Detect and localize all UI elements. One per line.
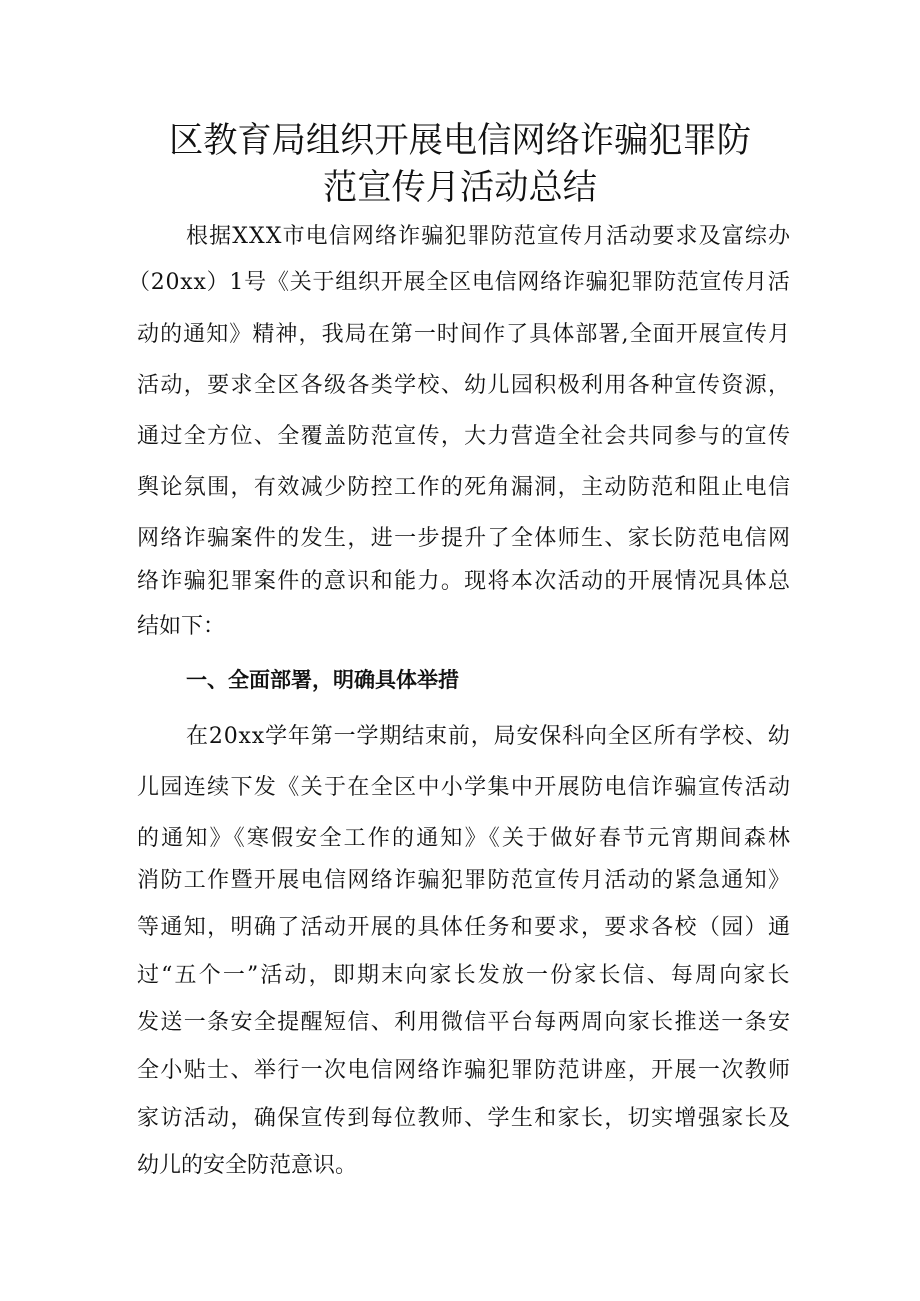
paragraph-1-line: 结如下： <box>137 614 226 639</box>
document-title-line-1: 区教育局组织开展电信网络诈骗犯罪防 <box>168 121 752 161</box>
paragraph-1-line: （20xx）1号《关于组织开展全区电信网络诈骗犯罪防范宣传月活 <box>128 270 791 295</box>
paragraph-2-line: 等通知，明确了活动开展的具体任务和要求，要求各校（园）通 <box>137 915 792 940</box>
paragraph-1-line: 活动，要求全区各级各类学校、幼儿园积极利用各种宣传资源， <box>137 373 792 398</box>
paragraph-1-line: 网络诈骗案件的发生，进一步提升了全体师生、家长防范电信网 <box>137 526 792 551</box>
paragraph-1-line: 舆论氛围，有效减少防控工作的死角漏洞，主动防范和阻止电信 <box>137 475 792 500</box>
paragraph-2-line: 家访活动，确保宣传到每位教师、学生和家长，切实增强家长及 <box>137 1106 792 1131</box>
document-title-line-2: 范宣传月活动总结 <box>323 168 597 208</box>
paragraph-1-line: 动的通知》精神，我局在第一时间作了具体部署,全面开展宣传月 <box>137 322 792 347</box>
paragraph-2-line: 的通知》《寒假安全工作的通知》《关于做好春节元宵期间森林 <box>137 826 793 851</box>
paragraph-2-line: 幼儿的安全防范意识。 <box>137 1153 358 1178</box>
paragraph-2-line: 消防工作暨开展电信网络诈骗犯罪防范宣传月活动的紧急通知》 <box>137 868 792 893</box>
paragraph-2-line: 发送一条安全提醒短信、利用微信平台每两周向家长推送一条安 <box>137 1010 792 1035</box>
paragraph-2-line: 在20xx学年第一学期结束前，局安保科向全区所有学校、幼 <box>186 724 791 749</box>
paragraph-2-line: 过“五个一”活动，即期末向家长发放一份家长信、每周向家长 <box>137 963 792 988</box>
paragraph-1-line: 络诈骗犯罪案件的意识和能力。现将本次活动的开展情况具体总 <box>137 569 792 594</box>
paragraph-2-line: 全小贴士、举行一次电信网络诈骗犯罪防范讲座，开展一次教师 <box>137 1058 792 1083</box>
paragraph-1-line: 通过全方位、全覆盖防范宣传，大力营造全社会共同参与的宣传 <box>137 424 792 449</box>
section-heading: 一、全面部署，明确具体举措 <box>186 668 459 692</box>
paragraph-2-line: 儿园连续下发《关于在全区中小学集中开展防电信诈骗宣传活动 <box>137 775 792 800</box>
paragraph-1-line: 根据XXX市电信网络诈骗犯罪防范宣传月活动要求及富综办 <box>186 224 792 249</box>
